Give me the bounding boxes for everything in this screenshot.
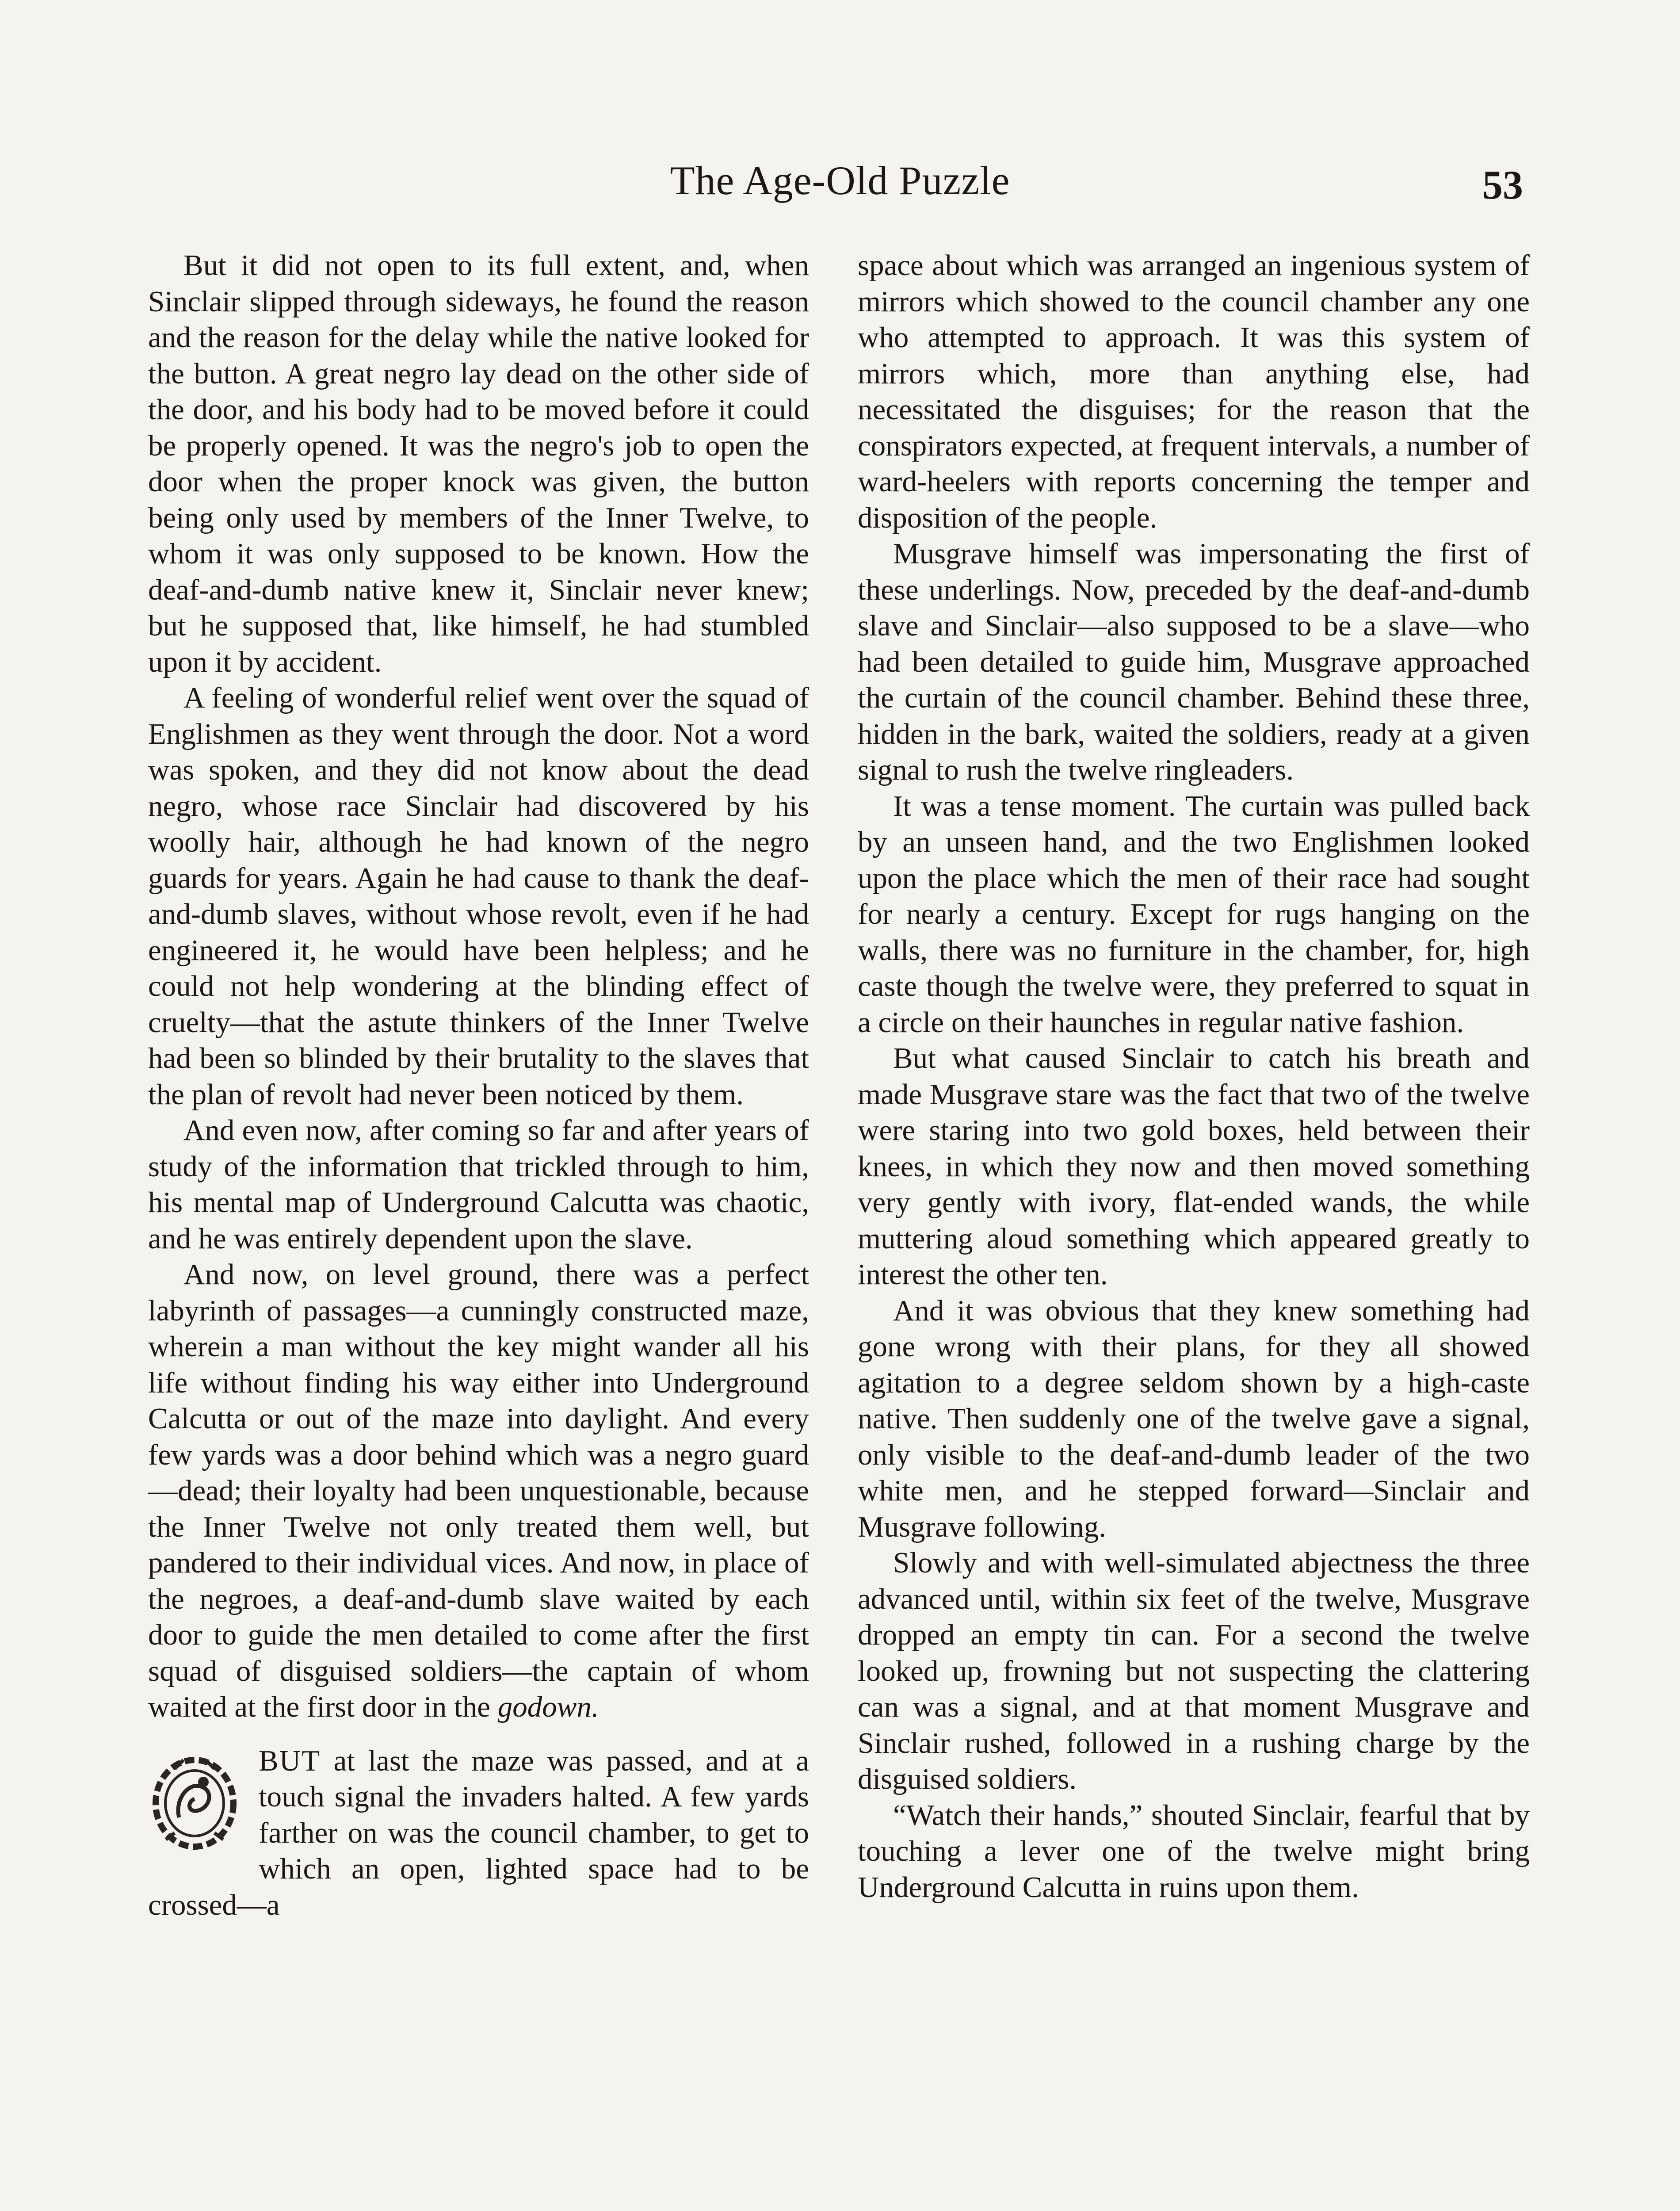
italic-word: godown. xyxy=(497,1691,599,1723)
small-caps-opening: BUT xyxy=(259,1744,321,1777)
page-number: 53 xyxy=(1482,162,1523,207)
paragraph-text: And now, on level ground, there was a perfect labyrinth of passages—a cunningly constructed maze, wherein a man without the key might wander all his life without finding his way either into Underground Calcutta or out of the maze into daylight. And every few yards was a door behind which was a negro guard—dead; their loyalty had been unquestionable, because the Inner Twelve not only treated them well, but pandered to their individual vices. And now, in place of the negroes, a deaf-and-dumb slave waited by each door to guide the men detailed to come after the first squad of disguised soldiers—the captain of whom waited at the first door in the xyxy=(148,1258,809,1723)
section-start-paragraph xyxy=(148,1743,809,1924)
paragraph: Musgrave himself was impersonating the first of these underlings. Now, preceded by the deaf-and-dumb slave and Sinclair—also supposed to be a slave—who had been detailed to guide him, Musgrave approached the curtain of the council chamber. Behind these three, hidden in the bark, waited the soldiers, ready at a given signal to rush the twelve ringleaders. xyxy=(858,537,1530,786)
paragraph xyxy=(148,1257,809,1725)
paragraph: A feeling of wonderful relief went over the squad of Englishmen as they went through the door. Not a word was spoken, and they did not know about the dead negro, whose race Sinclair had discovered by his woolly hair, although he had known of the negro guards for years. Again he had cause to thank the deaf-and-dumb slaves, without whose revolt, even if he had engineered it, he would have been helpless; and he could not help wondering at the blinding effect of cruelty—that the astute thinkers of the Inner Twelve had been so blinded by their brutality to the slaves that the plan of revolt had never been noticed by them. xyxy=(148,681,809,1111)
page-header xyxy=(0,157,1680,219)
paragraph: But what caused Sinclair to catch his breath and made Musgrave stare was the fact that two of the twelve were staring into two gold boxes, held between their knees, in which they now and then moved something very gently with ivory, flat-ended wands, the while muttering aloud something which appeared greatly to interest the other ten. xyxy=(858,1042,1530,1291)
paragraph-text: at last the maze was passed, and at a touch signal the invaders halted. A few yards farther on was the council chamber, to get to which an open, lighted space had to be crossed—a xyxy=(148,1744,809,1921)
right-column xyxy=(858,248,1530,1905)
paragraph: But it did not open to its full extent, and, when Sinclair slipped through sideways, he found the reason and the reason for the delay while the native looked for the button. A great negro lay dead on the other side of the door, and his body had to be moved before it could be properly opened. It was the negro's job to open the door when the proper knock was given, the button being only used by members of the Inner Twelve, to whom it was only supposed to be known. How the deaf-and-dumb native knew it, Sinclair never knew; but he supposed that, like himself, he had stumbled upon it by accident. xyxy=(148,249,809,678)
decorative-wreath-ornament-icon xyxy=(148,1751,241,1853)
paragraph: It was a tense moment. The curtain was pulled back by an unseen hand, and the two Englishmen looked upon the place which the men of their race had sought for nearly a century. Except for rugs hanging on the walls, there was no furniture in the chamber, for, high caste though the twelve were, they preferred to squat in a circle on their haunches in regular native fashion. xyxy=(858,789,1530,1039)
paragraph: Slowly and with well-simulated abjectness the three advanced until, within six feet of the twelve, Musgrave dropped an empty tin can. For a second the twelve looked up, frowning but not suspecting the clattering can was a signal, and at that moment Musgrave and Sinclair rushed, followed in a rushing charge by the disguised soldiers. xyxy=(858,1546,1530,1795)
paragraph: And even now, after coming so far and after years of study of the information that trickled through to him, his mental map of Underground Calcutta was chaotic, and he was entirely dependent upon the slave. xyxy=(148,1114,809,1255)
paragraph: And it was obvious that they knew something had gone wrong with their plans, for they all showed agitation to a degree seldom shown by a high-caste native. Then suddenly one of the twelve gave a signal, only visible to the deaf-and-dumb leader of the two white men, and he stepped forward—Sinclair and Musgrave following. xyxy=(858,1294,1530,1543)
left-column xyxy=(148,248,809,1923)
paragraph: “Watch their hands,” shouted Sinclair, fearful that by touching a lever one of the twelve might bring Underground Calcutta in ruins upon them. xyxy=(858,1798,1530,1904)
running-title: The Age-Old Puzzle xyxy=(670,158,1010,203)
paragraph: space about which was arranged an ingenious system of mirrors which showed to the council chamber any one who attempted to approach. It was this system of mirrors which, more than anything else, had necessitated the disguises; for the reason that the conspirators expected, at frequent intervals, a number of ward-heelers with reports concerning the temper and disposition of the people. xyxy=(858,249,1530,534)
